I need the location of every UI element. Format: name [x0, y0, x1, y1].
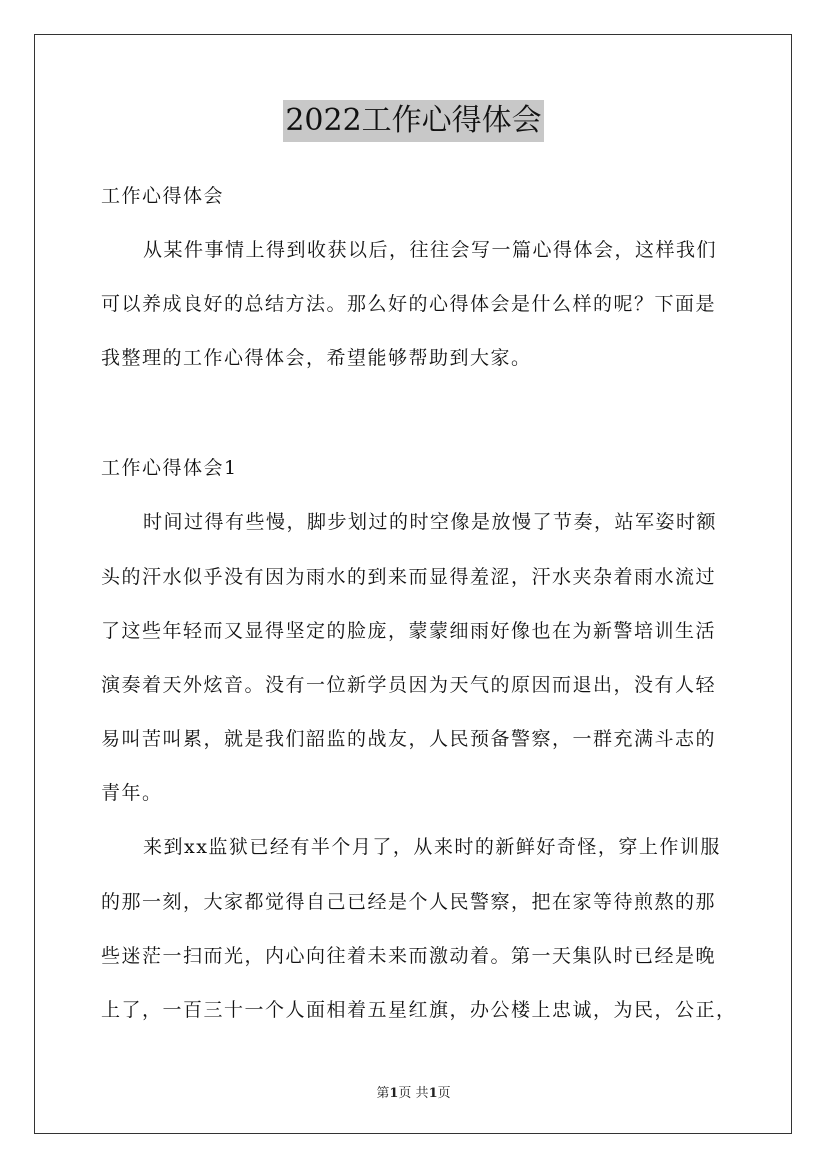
- footer-page-prefix: 第: [376, 1086, 390, 1101]
- paragraph-line: 可以养成良好的总结方法。那么好的心得体会是什么样的呢？下面是: [101, 293, 717, 315]
- paragraph-line: 来到xx监狱已经有半个月了，从来时的新鲜好奇怪，穿上作训服: [143, 836, 721, 858]
- footer-total-pages: 1: [428, 1086, 438, 1101]
- document-title: 2022工作心得体会: [283, 100, 543, 142]
- title-container: [0, 100, 827, 142]
- section-heading: 工作心得体会1: [101, 457, 238, 479]
- paragraph-line: 我整理的工作心得体会，希望能够帮助到大家。: [101, 347, 532, 369]
- paragraph-line: 青年。: [101, 782, 163, 804]
- paragraph-line: 演奏着天外炫音。没有一位新学员因为天气的原因而退出，没有人轻: [101, 674, 717, 696]
- paragraph-line: 头的汗水似乎没有因为雨水的到来而显得羞涩，汗水夹杂着雨水流过: [101, 566, 717, 588]
- footer-page-mid: 页 共: [398, 1086, 429, 1101]
- paragraph-line: 的那一刻，大家都觉得自己已经是个人民警察，把在家等待煎熬的那: [101, 891, 717, 913]
- paragraph-line: 了这些年轻而又显得坚定的脸庞，蒙蒙细雨好像也在为新警培训生活: [101, 620, 717, 642]
- paragraph-line: 些迷茫一扫而光，内心向往着未来而激动着。第一天集队时已经是晚: [101, 945, 717, 967]
- paragraph-line: 从某件事情上得到收获以后，往往会写一篇心得体会，这样我们: [143, 239, 718, 261]
- paragraph-line: 时间过得有些慢，脚步划过的时空像是放慢了节奏，站军姿时额: [143, 511, 718, 533]
- section-heading: 工作心得体会: [101, 185, 225, 207]
- page-footer: [0, 1082, 827, 1101]
- paragraph-line: 上了，一百三十一个人面相着五星红旗，办公楼上忠诚，为民，公正，: [101, 999, 737, 1021]
- footer-page-suffix: 页: [437, 1086, 451, 1101]
- footer-page-number: 1: [389, 1086, 399, 1101]
- paragraph-line: 易叫苦叫累，就是我们韶监的战友，人民预备警察，一群充满斗志的: [101, 728, 717, 750]
